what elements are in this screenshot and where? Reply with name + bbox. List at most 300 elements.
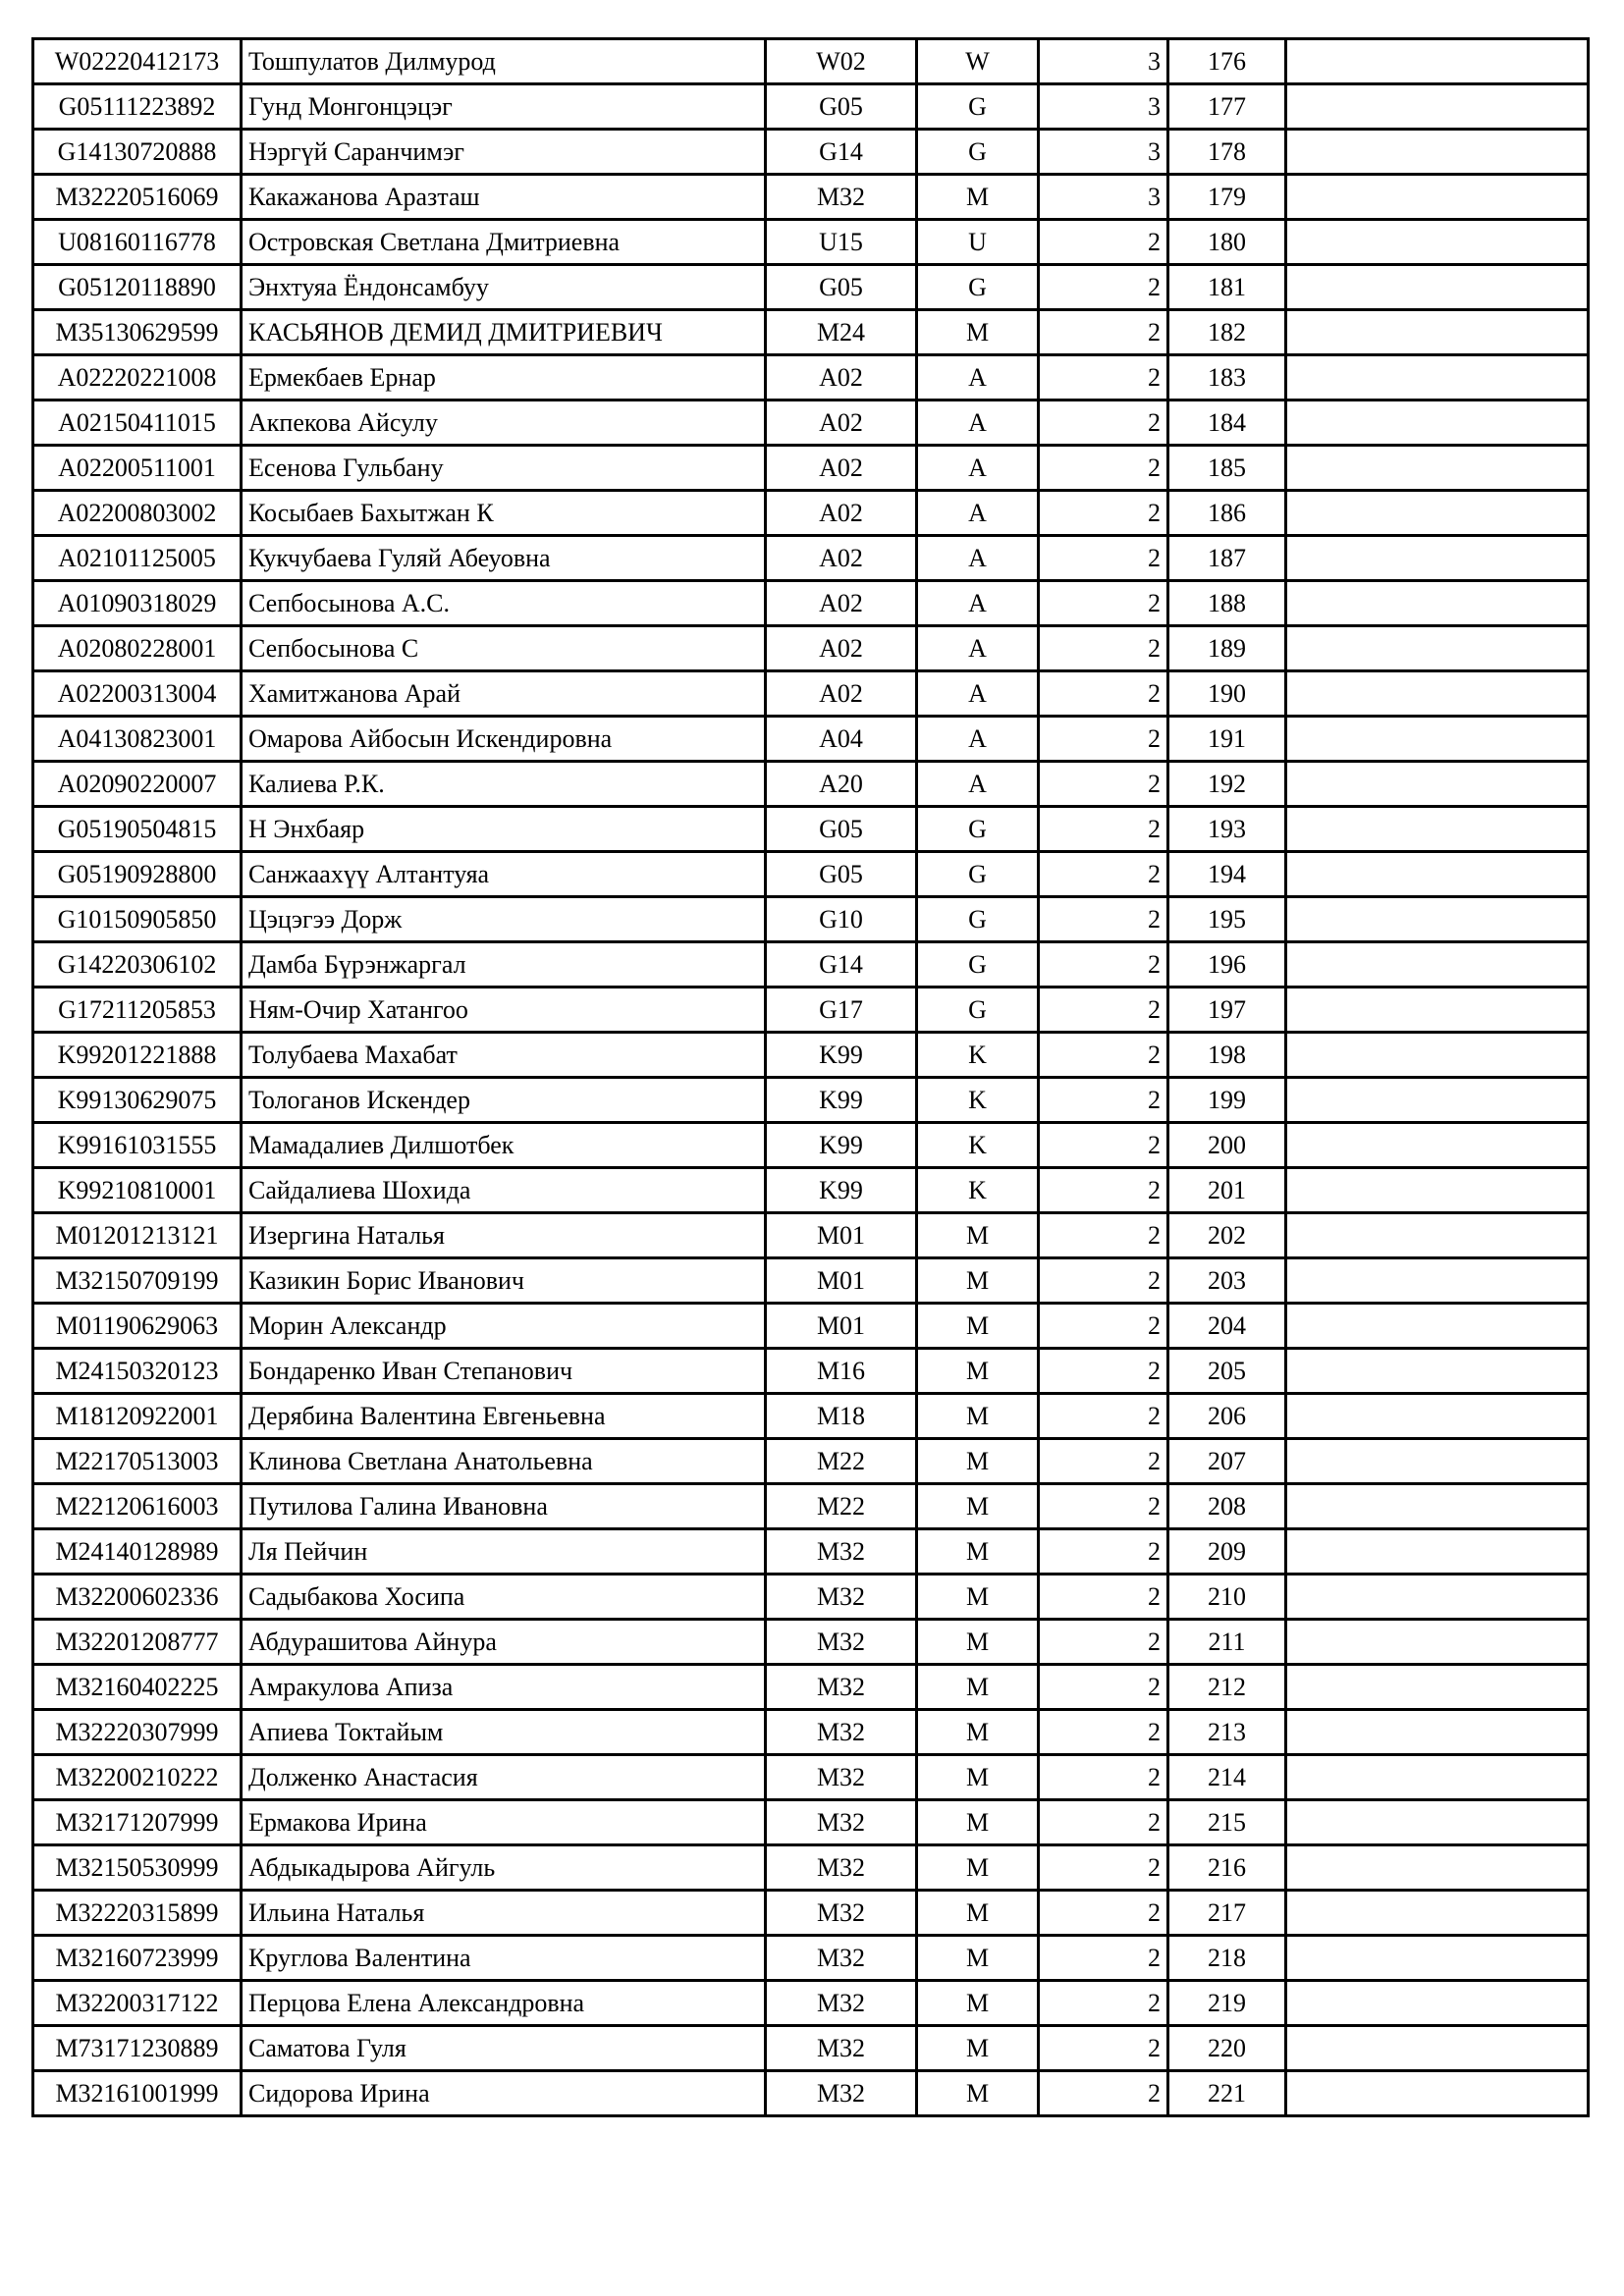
group-letter-cell: A — [917, 491, 1039, 536]
score-cell: 2 — [1039, 852, 1168, 897]
score-cell: 2 — [1039, 1845, 1168, 1891]
region-code-cell: A02 — [766, 626, 917, 671]
rank-cell: 193 — [1168, 807, 1286, 852]
participant-name-cell: Есенова Гульбану — [242, 446, 766, 491]
region-code-cell: M32 — [766, 1620, 917, 1665]
group-letter-cell: A — [917, 762, 1039, 807]
group-letter-cell: K — [917, 1168, 1039, 1213]
score-cell: 2 — [1039, 400, 1168, 446]
empty-cell — [1286, 39, 1589, 84]
participant-id-cell: K99161031555 — [33, 1123, 242, 1168]
rank-cell: 203 — [1168, 1258, 1286, 1304]
region-code-cell: A02 — [766, 446, 917, 491]
score-cell: 2 — [1039, 942, 1168, 988]
region-code-cell: M32 — [766, 175, 917, 220]
region-code-cell: A02 — [766, 400, 917, 446]
rank-cell: 177 — [1168, 84, 1286, 130]
rank-cell: 187 — [1168, 536, 1286, 581]
rank-cell: 185 — [1168, 446, 1286, 491]
participant-name-cell: Перцова Елена Александровна — [242, 1981, 766, 2026]
score-cell: 2 — [1039, 581, 1168, 626]
table-row — [33, 807, 1589, 852]
empty-cell — [1286, 1936, 1589, 1981]
participant-name-cell: Омарова Айбосын Искендировна — [242, 717, 766, 762]
rank-cell: 209 — [1168, 1529, 1286, 1575]
empty-cell — [1286, 671, 1589, 717]
table-row — [33, 84, 1589, 130]
region-code-cell: M32 — [766, 2071, 917, 2116]
empty-cell — [1286, 988, 1589, 1033]
region-code-cell: G05 — [766, 852, 917, 897]
participant-name-cell: Сепбосынова А.С. — [242, 581, 766, 626]
empty-cell — [1286, 2026, 1589, 2071]
rank-cell: 189 — [1168, 626, 1286, 671]
participant-id-cell: A02200803002 — [33, 491, 242, 536]
region-code-cell: M22 — [766, 1484, 917, 1529]
table-row — [33, 1258, 1589, 1304]
empty-cell — [1286, 762, 1589, 807]
group-letter-cell: G — [917, 942, 1039, 988]
group-letter-cell: K — [917, 1078, 1039, 1123]
rank-cell: 184 — [1168, 400, 1286, 446]
group-letter-cell: A — [917, 581, 1039, 626]
participant-name-cell: Ля Пейчин — [242, 1529, 766, 1575]
score-cell: 2 — [1039, 1078, 1168, 1123]
participant-name-cell: Косыбаев Бахытжан К — [242, 491, 766, 536]
empty-cell — [1286, 1213, 1589, 1258]
empty-cell — [1286, 220, 1589, 265]
region-code-cell: M32 — [766, 1755, 917, 1800]
region-code-cell: G10 — [766, 897, 917, 942]
table-row — [33, 1394, 1589, 1439]
rank-cell: 194 — [1168, 852, 1286, 897]
participant-name-cell: Абдыкадырова Айгуль — [242, 1845, 766, 1891]
participant-name-cell: Дерябина Валентина Евгеньевна — [242, 1394, 766, 1439]
table-row — [33, 1213, 1589, 1258]
participant-id-cell: A02220221008 — [33, 355, 242, 400]
empty-cell — [1286, 1800, 1589, 1845]
table-row — [33, 491, 1589, 536]
score-cell: 2 — [1039, 1033, 1168, 1078]
participant-name-cell: Ермакова Ирина — [242, 1800, 766, 1845]
participant-id-cell: M24150320123 — [33, 1349, 242, 1394]
table-row — [33, 265, 1589, 310]
group-letter-cell: A — [917, 400, 1039, 446]
empty-cell — [1286, 1575, 1589, 1620]
group-letter-cell: M — [917, 2026, 1039, 2071]
participant-id-cell: M22120616003 — [33, 1484, 242, 1529]
table-row — [33, 355, 1589, 400]
participant-id-cell: A01090318029 — [33, 581, 242, 626]
rank-cell: 196 — [1168, 942, 1286, 988]
rank-cell: 211 — [1168, 1620, 1286, 1665]
participant-name-cell: Акпекова Айсулу — [242, 400, 766, 446]
score-cell: 2 — [1039, 1936, 1168, 1981]
table-row — [33, 942, 1589, 988]
table-row — [33, 1891, 1589, 1936]
participant-id-cell: M01201213121 — [33, 1213, 242, 1258]
score-cell: 2 — [1039, 1304, 1168, 1349]
group-letter-cell: A — [917, 626, 1039, 671]
group-letter-cell: K — [917, 1033, 1039, 1078]
empty-cell — [1286, 1394, 1589, 1439]
participant-name-cell: Амракулова Апиза — [242, 1665, 766, 1710]
empty-cell — [1286, 1981, 1589, 2026]
participant-name-cell: Сидорова Ирина — [242, 2071, 766, 2116]
table-row — [33, 220, 1589, 265]
region-code-cell: U15 — [766, 220, 917, 265]
table-row — [33, 1800, 1589, 1845]
participant-name-cell: Какажанова Аразташ — [242, 175, 766, 220]
empty-cell — [1286, 1078, 1589, 1123]
participant-id-cell: M32220315899 — [33, 1891, 242, 1936]
table-row — [33, 1620, 1589, 1665]
region-code-cell: G14 — [766, 942, 917, 988]
group-letter-cell: A — [917, 671, 1039, 717]
region-code-cell: M01 — [766, 1258, 917, 1304]
empty-cell — [1286, 1033, 1589, 1078]
rank-cell: 180 — [1168, 220, 1286, 265]
table-row — [33, 175, 1589, 220]
table-row — [33, 1845, 1589, 1891]
region-code-cell: A02 — [766, 491, 917, 536]
participant-name-cell: Садыбакова Хосипа — [242, 1575, 766, 1620]
participant-name-cell: Калиева Р.К. — [242, 762, 766, 807]
region-code-cell: M01 — [766, 1304, 917, 1349]
participant-id-cell: M32171207999 — [33, 1800, 242, 1845]
group-letter-cell: M — [917, 1575, 1039, 1620]
region-code-cell: G05 — [766, 84, 917, 130]
score-cell: 2 — [1039, 1213, 1168, 1258]
rank-cell: 178 — [1168, 130, 1286, 175]
participant-id-cell: W02220412173 — [33, 39, 242, 84]
rank-cell: 204 — [1168, 1304, 1286, 1349]
participant-name-cell: Нэргүй Саранчимэг — [242, 130, 766, 175]
participant-name-cell: Дамба Бүрэнжаргал — [242, 942, 766, 988]
region-code-cell: G14 — [766, 130, 917, 175]
group-letter-cell: G — [917, 265, 1039, 310]
score-cell: 2 — [1039, 1168, 1168, 1213]
group-letter-cell: M — [917, 1529, 1039, 1575]
score-cell: 2 — [1039, 988, 1168, 1033]
participant-id-cell: G10150905850 — [33, 897, 242, 942]
participant-id-cell: M32200602336 — [33, 1575, 242, 1620]
empty-cell — [1286, 1123, 1589, 1168]
group-letter-cell: M — [917, 1665, 1039, 1710]
group-letter-cell: M — [917, 2071, 1039, 2116]
table-row — [33, 581, 1589, 626]
table-row — [33, 1168, 1589, 1213]
rank-cell: 183 — [1168, 355, 1286, 400]
participant-id-cell: G05190504815 — [33, 807, 242, 852]
participant-name-cell: Н Энхбаяр — [242, 807, 766, 852]
participant-id-cell: A02150411015 — [33, 400, 242, 446]
score-cell: 2 — [1039, 1123, 1168, 1168]
score-cell: 2 — [1039, 1981, 1168, 2026]
participant-name-cell: Круглова Валентина — [242, 1936, 766, 1981]
results-table — [31, 37, 1590, 2117]
empty-cell — [1286, 491, 1589, 536]
table-row — [33, 1936, 1589, 1981]
group-letter-cell: M — [917, 1484, 1039, 1529]
rank-cell: 206 — [1168, 1394, 1286, 1439]
score-cell: 2 — [1039, 1620, 1168, 1665]
participant-id-cell: A02090220007 — [33, 762, 242, 807]
participant-id-cell: U08160116778 — [33, 220, 242, 265]
table-row — [33, 1123, 1589, 1168]
group-letter-cell: A — [917, 536, 1039, 581]
empty-cell — [1286, 1258, 1589, 1304]
score-cell: 2 — [1039, 1800, 1168, 1845]
group-letter-cell: M — [917, 1213, 1039, 1258]
rank-cell: 202 — [1168, 1213, 1286, 1258]
participant-id-cell: G05190928800 — [33, 852, 242, 897]
rank-cell: 190 — [1168, 671, 1286, 717]
table-row — [33, 1755, 1589, 1800]
rank-cell: 210 — [1168, 1575, 1286, 1620]
region-code-cell: K99 — [766, 1168, 917, 1213]
participant-name-cell: Абдурашитова Айнура — [242, 1620, 766, 1665]
participant-id-cell: G17211205853 — [33, 988, 242, 1033]
participant-id-cell: G14220306102 — [33, 942, 242, 988]
score-cell: 2 — [1039, 220, 1168, 265]
participant-name-cell: Путилова Галина Ивановна — [242, 1484, 766, 1529]
group-letter-cell: G — [917, 130, 1039, 175]
empty-cell — [1286, 581, 1589, 626]
region-code-cell: G05 — [766, 807, 917, 852]
empty-cell — [1286, 1349, 1589, 1394]
empty-cell — [1286, 1845, 1589, 1891]
group-letter-cell: M — [917, 310, 1039, 355]
score-cell: 2 — [1039, 1394, 1168, 1439]
rank-cell: 199 — [1168, 1078, 1286, 1123]
region-code-cell: M32 — [766, 1981, 917, 2026]
rank-cell: 212 — [1168, 1665, 1286, 1710]
rank-cell: 195 — [1168, 897, 1286, 942]
empty-cell — [1286, 717, 1589, 762]
empty-cell — [1286, 1304, 1589, 1349]
region-code-cell: M32 — [766, 2026, 917, 2071]
table-row — [33, 671, 1589, 717]
table-body — [33, 39, 1589, 2116]
group-letter-cell: M — [917, 1620, 1039, 1665]
score-cell: 2 — [1039, 626, 1168, 671]
group-letter-cell: G — [917, 807, 1039, 852]
participant-name-cell: Цэцэгээ Дорж — [242, 897, 766, 942]
score-cell: 2 — [1039, 1710, 1168, 1755]
group-letter-cell: M — [917, 1755, 1039, 1800]
rank-cell: 188 — [1168, 581, 1286, 626]
empty-cell — [1286, 265, 1589, 310]
participant-id-cell: G14130720888 — [33, 130, 242, 175]
rank-cell: 201 — [1168, 1168, 1286, 1213]
rank-cell: 215 — [1168, 1800, 1286, 1845]
region-code-cell: A04 — [766, 717, 917, 762]
participant-name-cell: Гунд Монгонцэцэг — [242, 84, 766, 130]
empty-cell — [1286, 446, 1589, 491]
region-code-cell: M32 — [766, 1665, 917, 1710]
participant-name-cell: Казикин Борис Иванович — [242, 1258, 766, 1304]
participant-name-cell: Энхтуяа Ёндонсамбуу — [242, 265, 766, 310]
participant-id-cell: M32200317122 — [33, 1981, 242, 2026]
region-code-cell: W02 — [766, 39, 917, 84]
participant-id-cell: M35130629599 — [33, 310, 242, 355]
score-cell: 2 — [1039, 1665, 1168, 1710]
group-letter-cell: M — [917, 1394, 1039, 1439]
region-code-cell: A02 — [766, 536, 917, 581]
empty-cell — [1286, 1484, 1589, 1529]
region-code-cell: M32 — [766, 1891, 917, 1936]
participant-id-cell: A02200511001 — [33, 446, 242, 491]
group-letter-cell: M — [917, 1891, 1039, 1936]
group-letter-cell: M — [917, 1304, 1039, 1349]
empty-cell — [1286, 2071, 1589, 2116]
region-code-cell: M32 — [766, 1800, 917, 1845]
participant-name-cell: Долженко Анастасия — [242, 1755, 766, 1800]
participant-name-cell: Изергина Наталья — [242, 1213, 766, 1258]
rank-cell: 191 — [1168, 717, 1286, 762]
score-cell: 3 — [1039, 84, 1168, 130]
score-cell: 2 — [1039, 536, 1168, 581]
score-cell: 2 — [1039, 1439, 1168, 1484]
rank-cell: 181 — [1168, 265, 1286, 310]
table-row — [33, 310, 1589, 355]
region-code-cell: M24 — [766, 310, 917, 355]
participant-id-cell: G05120118890 — [33, 265, 242, 310]
participant-id-cell: M32161001999 — [33, 2071, 242, 2116]
score-cell: 3 — [1039, 39, 1168, 84]
participant-id-cell: M32220516069 — [33, 175, 242, 220]
group-letter-cell: M — [917, 1981, 1039, 2026]
empty-cell — [1286, 536, 1589, 581]
table-row — [33, 1439, 1589, 1484]
group-letter-cell: G — [917, 852, 1039, 897]
score-cell: 2 — [1039, 671, 1168, 717]
participant-name-cell: Санжаахүү Алтантуяа — [242, 852, 766, 897]
rank-cell: 208 — [1168, 1484, 1286, 1529]
rank-cell: 217 — [1168, 1891, 1286, 1936]
rank-cell: 176 — [1168, 39, 1286, 84]
participant-id-cell: A02200313004 — [33, 671, 242, 717]
group-letter-cell: M — [917, 1936, 1039, 1981]
group-letter-cell: M — [917, 1800, 1039, 1845]
empty-cell — [1286, 1755, 1589, 1800]
participant-name-cell: Тошпулатов Дилмурод — [242, 39, 766, 84]
table-row — [33, 762, 1589, 807]
score-cell: 2 — [1039, 1484, 1168, 1529]
table-row — [33, 852, 1589, 897]
empty-cell — [1286, 1710, 1589, 1755]
rank-cell: 221 — [1168, 2071, 1286, 2116]
empty-cell — [1286, 852, 1589, 897]
table-row — [33, 1033, 1589, 1078]
table-row — [33, 39, 1589, 84]
rank-cell: 213 — [1168, 1710, 1286, 1755]
empty-cell — [1286, 130, 1589, 175]
table-row — [33, 1529, 1589, 1575]
empty-cell — [1286, 1529, 1589, 1575]
empty-cell — [1286, 897, 1589, 942]
score-cell: 3 — [1039, 175, 1168, 220]
participant-id-cell: K99130629075 — [33, 1078, 242, 1123]
participant-id-cell: M32160402225 — [33, 1665, 242, 1710]
rank-cell: 198 — [1168, 1033, 1286, 1078]
group-letter-cell: G — [917, 897, 1039, 942]
score-cell: 2 — [1039, 446, 1168, 491]
rank-cell: 192 — [1168, 762, 1286, 807]
score-cell: 3 — [1039, 130, 1168, 175]
table-row — [33, 536, 1589, 581]
participant-name-cell: Морин Александр — [242, 1304, 766, 1349]
group-letter-cell: A — [917, 355, 1039, 400]
participant-name-cell: КАСЬЯНОВ ДЕМИД ДМИТРИЕВИЧ — [242, 310, 766, 355]
rank-cell: 182 — [1168, 310, 1286, 355]
group-letter-cell: M — [917, 1439, 1039, 1484]
region-code-cell: A02 — [766, 355, 917, 400]
rank-cell: 207 — [1168, 1439, 1286, 1484]
participant-name-cell: Апиева Токтайым — [242, 1710, 766, 1755]
group-letter-cell: G — [917, 84, 1039, 130]
score-cell: 2 — [1039, 1575, 1168, 1620]
participant-name-cell: Толубаева Махабат — [242, 1033, 766, 1078]
empty-cell — [1286, 1665, 1589, 1710]
participant-id-cell: M01190629063 — [33, 1304, 242, 1349]
region-code-cell: M16 — [766, 1349, 917, 1394]
region-code-cell: A02 — [766, 671, 917, 717]
score-cell: 2 — [1039, 1258, 1168, 1304]
rank-cell: 214 — [1168, 1755, 1286, 1800]
table-row — [33, 1484, 1589, 1529]
score-cell: 2 — [1039, 762, 1168, 807]
participant-name-cell: Кукчубаева Гуляй Абеуовна — [242, 536, 766, 581]
participant-id-cell: A04130823001 — [33, 717, 242, 762]
group-letter-cell: M — [917, 175, 1039, 220]
score-cell: 2 — [1039, 1349, 1168, 1394]
table-row — [33, 1710, 1589, 1755]
table-row — [33, 2071, 1589, 2116]
table-row — [33, 988, 1589, 1033]
region-code-cell: M32 — [766, 1529, 917, 1575]
participant-id-cell: A02080228001 — [33, 626, 242, 671]
empty-cell — [1286, 1620, 1589, 1665]
table-row — [33, 1349, 1589, 1394]
region-code-cell: K99 — [766, 1123, 917, 1168]
participant-id-cell: M32150709199 — [33, 1258, 242, 1304]
region-code-cell: K99 — [766, 1033, 917, 1078]
group-letter-cell: A — [917, 446, 1039, 491]
rank-cell: 179 — [1168, 175, 1286, 220]
participant-name-cell: Сайдалиева Шохида — [242, 1168, 766, 1213]
empty-cell — [1286, 1168, 1589, 1213]
participant-id-cell: K99210810001 — [33, 1168, 242, 1213]
region-code-cell: A02 — [766, 581, 917, 626]
group-letter-cell: K — [917, 1123, 1039, 1168]
group-letter-cell: M — [917, 1349, 1039, 1394]
rank-cell: 216 — [1168, 1845, 1286, 1891]
participant-name-cell: Бондаренко Иван Степанович — [242, 1349, 766, 1394]
table-row — [33, 400, 1589, 446]
participant-id-cell: M22170513003 — [33, 1439, 242, 1484]
group-letter-cell: M — [917, 1258, 1039, 1304]
score-cell: 2 — [1039, 491, 1168, 536]
region-code-cell: G17 — [766, 988, 917, 1033]
participant-id-cell: M32150530999 — [33, 1845, 242, 1891]
region-code-cell: M32 — [766, 1575, 917, 1620]
score-cell: 2 — [1039, 807, 1168, 852]
region-code-cell: M18 — [766, 1394, 917, 1439]
table-row — [33, 446, 1589, 491]
participant-name-cell: Хамитжанова Арай — [242, 671, 766, 717]
